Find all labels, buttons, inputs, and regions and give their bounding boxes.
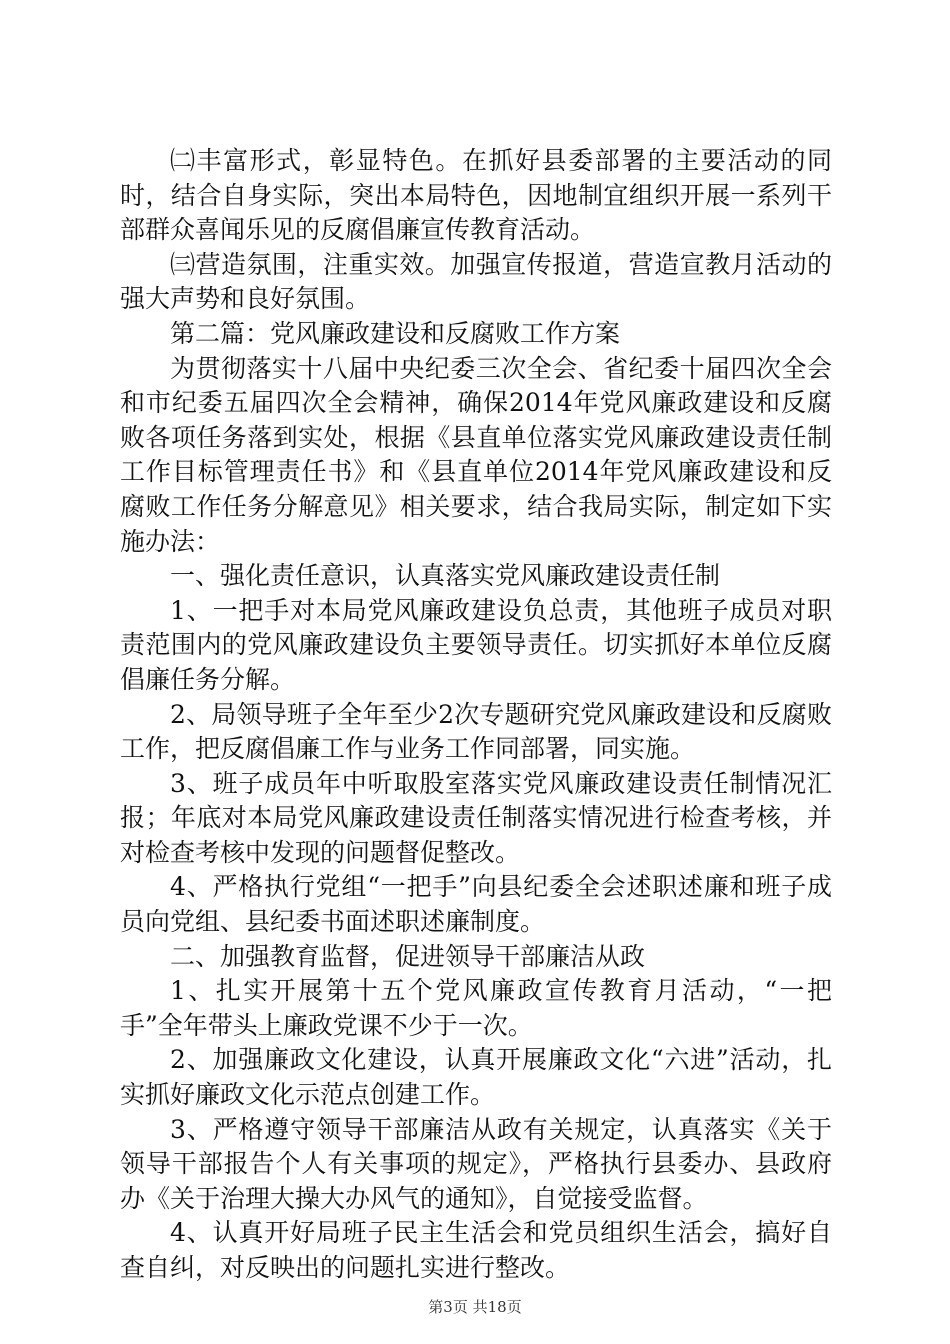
page-number: 第3页 共18页: [428, 1298, 522, 1316]
paragraph-1: ㈡丰富形式，彰显特色。在抓好县委部署的主要活动的同时，结合自身实际，突出本局特色，因地制宜组织开展一系列干部群众喜闻乐见的反腐倡廉宣传教育活动。: [120, 146, 832, 245]
item-1-3: 3、班子成员年中听取股室落实党风廉政建设责任制情况汇报；年底对本局党风廉政建设责任制落实情况进行检查考核，并对检查考核中发现的问题督促整改。: [120, 768, 832, 867]
heading-section-one: 一、强化责任意识，认真落实党风廉政建设责任制: [170, 561, 721, 591]
heading-section-two: 二、加强教育监督，促进领导干部廉洁从政: [170, 941, 646, 971]
item-1-1: 1、一把手对本局党风廉政建设负总责，其他班子成员对职责范围内的党风廉政建设负主要领导责任。切实抓好本单位反腐倡廉任务分解。: [120, 595, 832, 694]
document-body: [120, 144, 832, 1286]
section-title-part-two: 第二篇：党风廉政建设和反腐败工作方案: [170, 318, 621, 348]
item-1-2: 2、局领导班子全年至少2次专题研究党风廉政建设和反腐败工作，把反腐倡廉工作与业务工作同部署，同实施。: [120, 699, 832, 764]
item-2-2: 2、加强廉政文化建设，认真开展廉政文化“六进”活动，扎实抓好廉政文化示范点创建工作。: [120, 1045, 832, 1110]
paragraph-2: ㈢营造氛围，注重实效。加强宣传报道，营造宣教月活动的强大声势和良好氛围。: [120, 249, 832, 314]
page-footer: [0, 1296, 950, 1317]
item-1-4: 4、严格执行党组“一把手”向县纪委全会述职述廉和班子成员向党组、县纪委书面述职述廉制度。: [120, 872, 832, 937]
paragraph-intro: 为贯彻落实十八届中央纪委三次全会、省纪委十届四次全会和市纪委五届四次全会精神，确保2014年党风廉政建设和反腐败各项任务落到实处，根据《县直单位落实党风廉政建设责任制工作目标管理责任书》和《县直单位2014年党风廉政建设和反腐败工作任务分解意见》相关要求，结合我局实际，制定如下实施办法：: [120, 353, 832, 556]
item-2-4: 4、认真开好局班子民主生活会和党员组织生活会，搞好自查自纠，对反映出的问题扎实进行整改。: [120, 1218, 832, 1282]
item-2-3: 3、严格遵守领导干部廉洁从政有关规定，认真落实《关于领导干部报告个人有关事项的规定》，严格执行县委办、县政府办《关于治理大操大办风气的通知》，自觉接受监督。: [120, 1114, 832, 1213]
item-2-1: 1、扎实开展第十五个党风廉政宣传教育月活动，“一把手”全年带头上廉政党课不少于一次。: [120, 976, 832, 1040]
